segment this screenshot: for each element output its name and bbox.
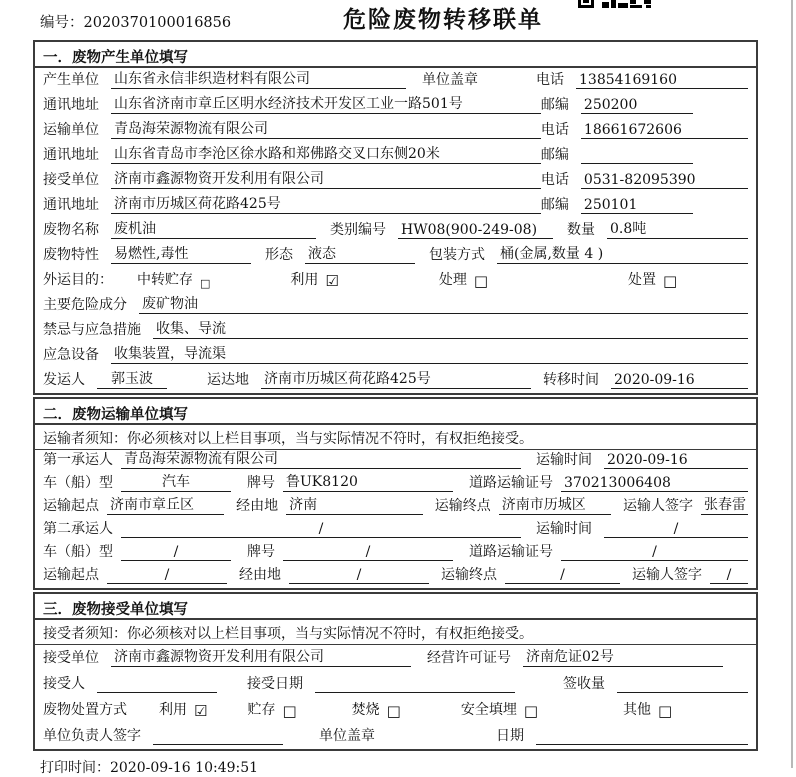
unit-seal-label: 单位盖章	[422, 72, 478, 88]
producer-address-label: 通讯地址	[43, 97, 99, 113]
plate1-label: 牌号	[247, 475, 275, 491]
disposal-utilize-label: 利用	[159, 702, 187, 718]
waste-name-value: 废机油	[111, 218, 316, 239]
vehicle-type2-label: 车（船）型	[43, 544, 113, 560]
disposal-option-other	[623, 699, 672, 719]
permit-label: 经营许可证号	[427, 650, 511, 666]
transfer-purpose-label: 外运目的：	[43, 272, 113, 288]
receive-date2-value	[536, 744, 748, 745]
route1-end-label: 运输终点	[434, 498, 491, 514]
transport-time1-label: 运输时间	[536, 452, 592, 468]
transport-notice: 运输者须知：你必须核对以上栏目事项，当与实际情况不符时，有权拒绝接受。	[35, 425, 756, 450]
row-taboo-measures	[35, 318, 756, 343]
emergency-equipment-value: 收集装置，导流渠	[111, 343, 748, 364]
manifest-form	[33, 40, 758, 751]
checkbox-disposal-landfill-icon: □	[523, 702, 539, 720]
receive-unit-value: 济南市鑫源物资开发利用有限公司	[111, 646, 411, 667]
route1-start-label: 运输起点	[43, 498, 99, 514]
row-first-carrier	[35, 450, 756, 473]
route2-sign-label: 运输人签字	[632, 567, 702, 583]
waste-pack-label: 包装方式	[429, 247, 485, 263]
receiver-zip-label: 邮编	[540, 197, 569, 213]
waste-code-label: 类别编号	[330, 222, 386, 238]
waste-pack-value: 桶(金属,数量 4 )	[497, 243, 748, 264]
transporter-zip-label: 邮编	[540, 147, 569, 163]
hazard-components-value: 废矿物油	[139, 293, 748, 314]
receiver-address-label: 通讯地址	[43, 197, 99, 213]
receiver-address-value: 济南市历城区荷花路425号	[111, 193, 541, 214]
route2-start-value: /	[107, 567, 227, 584]
qr-code-partial-icon	[578, 0, 652, 9]
responsible-sign-label: 单位负责人签字	[43, 728, 141, 744]
receiver-unit-label: 接受单位	[43, 172, 99, 188]
route2-end-value: /	[505, 567, 620, 584]
waste-traits-value: 易燃性,毒性	[111, 243, 251, 264]
document-number-label: 编号：	[40, 15, 84, 31]
disposal-option-incinerate	[352, 699, 401, 719]
route1-end-value: 济南市历城区	[499, 494, 611, 515]
row-producer-unit	[35, 68, 756, 93]
section-receive-title: 三．废物接受单位填写	[35, 594, 756, 620]
vehicle-type2-value: /	[121, 544, 231, 561]
row-emergency-equipment	[35, 343, 756, 368]
row-dispatch	[35, 368, 756, 393]
print-time-label: 打印时间：	[40, 760, 110, 776]
road-license1-value: 370213006408	[561, 475, 748, 492]
receive-notice: 接受者须知：你必须核对以上栏目事项，当与实际情况不符时，有权拒绝接受。	[35, 620, 756, 645]
row-responsible-sign	[35, 723, 756, 749]
row-second-carrier	[35, 519, 756, 542]
row-vehicle1	[35, 473, 756, 496]
receive-amount-label: 签收量	[563, 676, 605, 692]
row-hazard-components	[35, 293, 756, 318]
row-receiver-unit	[35, 168, 756, 193]
transporter-unit-value: 青岛海荣源物流有限公司	[111, 118, 541, 139]
transporter-address-value: 山东省青岛市李沧区徐水路和郑佛路交叉口东侧20米	[111, 143, 541, 164]
road-license2-value: /	[561, 544, 748, 561]
row-disposal-method	[35, 697, 756, 723]
producer-zip-value: 250200	[581, 97, 693, 114]
receive-person-label: 接受人	[43, 676, 85, 692]
producer-zip-label: 邮编	[540, 97, 569, 113]
receiver-phone-label: 电话	[540, 172, 569, 188]
receive-amount-value	[617, 692, 748, 693]
waste-form-value: 液态	[305, 243, 415, 264]
disposal-option-landfill	[461, 699, 538, 719]
disposal-incinerate-label: 焚烧	[351, 702, 380, 718]
row-route2	[35, 565, 756, 588]
producer-phone-value: 13854169160	[576, 72, 748, 89]
waste-form-label: 形态	[265, 247, 293, 263]
page-right-edge	[791, 0, 793, 768]
receiver-phone-value: 0531-82095390	[581, 172, 748, 189]
waste-name-label: 废物名称	[43, 222, 99, 238]
checkbox-utilize-icon: ☑	[325, 272, 339, 290]
section-transport-title: 二．废物运输单位填写	[35, 399, 756, 425]
receiver-unit-value: 济南市鑫源物资开发利用有限公司	[111, 168, 541, 189]
route1-sign-value: 张春雷	[701, 494, 748, 515]
permit-value: 济南危证02号	[523, 646, 723, 667]
transporter-zip-value	[581, 163, 693, 164]
section-producer-title: 一．废物产生单位填写	[35, 42, 756, 68]
section-transport	[33, 397, 758, 590]
section-receive	[33, 592, 758, 751]
producer-unit-value: 山东省永信非织造材料有限公司	[111, 68, 406, 89]
purpose-utilize-label: 利用	[290, 272, 319, 288]
route1-via-value: 济南	[286, 494, 423, 515]
checkbox-disposal-other-icon: □	[658, 702, 673, 720]
section-producer	[33, 40, 758, 395]
disposal-other-label: 其他	[623, 702, 652, 718]
checkbox-disposal-utilize-icon: ☑	[194, 702, 208, 720]
route1-sign-label: 运输人签字	[623, 498, 694, 514]
plate1-value: 鲁UK8120	[283, 471, 453, 492]
transport-time2-value: /	[604, 521, 748, 538]
row-producer-address	[35, 93, 756, 118]
waste-traits-label: 废物特性	[43, 247, 99, 263]
route2-via-label: 经由地	[239, 567, 281, 583]
transporter-phone-label: 电话	[540, 122, 569, 138]
road-license2-label: 道路运输证号	[469, 544, 553, 560]
waste-code-value: HW08(900-249-08)	[398, 222, 553, 239]
print-time-line	[40, 757, 796, 777]
transfer-time-label: 转移时间	[543, 372, 599, 388]
receive-date-label: 接受日期	[247, 676, 303, 692]
checkbox-disposal-incinerate-icon: □	[386, 702, 401, 720]
document-header	[0, 0, 796, 40]
emergency-equipment-label: 应急设备	[43, 347, 99, 363]
transfer-time-value: 2020-09-16	[611, 372, 748, 389]
purpose-option-transfer-storage	[137, 269, 210, 289]
purpose-transfer-storage-label: 中转贮存	[137, 272, 193, 288]
disposal-store-label: 贮存	[247, 702, 276, 718]
checkbox-transfer-storage-icon: □	[200, 277, 211, 290]
receive-seal-label: 单位盖章	[319, 728, 375, 744]
first-carrier-label: 第一承运人	[43, 452, 113, 468]
purpose-treat-label: 处理	[438, 272, 467, 288]
row-receive-person	[35, 671, 756, 697]
disposal-option-utilize	[159, 699, 207, 719]
road-license1-label: 道路运输证号	[469, 475, 553, 491]
receive-date-value	[315, 692, 515, 693]
checkbox-treat-icon: □	[473, 272, 489, 290]
row-waste-name	[35, 218, 756, 243]
disposal-landfill-label: 安全填埋	[460, 702, 517, 718]
purpose-option-treat	[439, 269, 488, 289]
vehicle-type1-value: 汽车	[121, 471, 231, 492]
taboo-measures-value: 收集、导流	[153, 318, 748, 339]
transporter-address-label: 通讯地址	[43, 147, 99, 163]
vehicle-type1-label: 车（船）型	[43, 475, 113, 491]
route1-via-label: 经由地	[236, 498, 279, 514]
checkbox-disposal-store-icon: □	[282, 702, 297, 720]
transport-time2-label: 运输时间	[536, 521, 592, 537]
producer-unit-label: 产生单位	[43, 72, 99, 88]
purpose-dispose-label: 处置	[628, 272, 657, 288]
responsible-sign-value	[153, 744, 283, 745]
plate2-label: 牌号	[247, 544, 275, 560]
plate2-value: /	[283, 544, 453, 561]
row-transporter-address	[35, 143, 756, 168]
receive-date2-label: 日期	[496, 728, 524, 744]
row-receive-unit	[35, 645, 756, 671]
checkbox-dispose-icon: □	[663, 272, 678, 290]
route1-start-value: 济南市章丘区	[107, 494, 224, 515]
disposal-option-store	[247, 699, 296, 719]
route2-via-value: /	[289, 567, 429, 584]
row-waste-traits	[35, 243, 756, 268]
document-title: 危险废物转移联单	[343, 7, 543, 33]
row-receiver-address	[35, 193, 756, 218]
transporter-unit-label: 运输单位	[43, 122, 99, 138]
document-number-value: 2020370100016856	[83, 15, 232, 31]
row-route1	[35, 496, 756, 519]
transport-time1-value: 2020-09-16	[604, 452, 748, 469]
taboo-measures-label: 禁忌与应急措施	[43, 322, 141, 338]
receive-unit-label: 接受单位	[43, 650, 99, 666]
destination-label: 运达地	[207, 372, 249, 388]
waste-qty-label: 数量	[567, 222, 595, 238]
producer-phone-label: 电话	[536, 72, 564, 88]
receive-person-value	[97, 692, 217, 693]
second-carrier-value: /	[121, 521, 521, 538]
dispatcher-label: 发运人	[43, 372, 85, 388]
row-transporter-unit	[35, 118, 756, 143]
route2-sign-value: /	[710, 567, 748, 584]
second-carrier-label: 第二承运人	[43, 521, 113, 537]
route2-end-label: 运输终点	[441, 567, 497, 583]
destination-value: 济南市历城区荷花路425号	[261, 368, 531, 389]
route2-start-label: 运输起点	[43, 567, 99, 583]
transporter-phone-value: 18661672606	[581, 122, 748, 139]
row-transfer-purpose	[35, 268, 756, 293]
disposal-method-label: 废物处置方式	[43, 702, 127, 718]
waste-qty-value: 0.8吨	[607, 218, 748, 239]
producer-address-value: 山东省济南市章丘区明水经济技术开发区工业一路501号	[111, 93, 541, 114]
first-carrier-value: 青岛海荣源物流有限公司	[121, 448, 521, 469]
receiver-zip-value: 250101	[581, 197, 693, 214]
print-time-value: 2020-09-16 10:49:51	[110, 760, 259, 776]
purpose-option-utilize	[290, 269, 338, 289]
purpose-option-dispose	[628, 269, 677, 289]
row-vehicle2	[35, 542, 756, 565]
dispatcher-value: 郭玉波	[97, 368, 167, 389]
hazard-components-label: 主要危险成分	[43, 297, 127, 313]
